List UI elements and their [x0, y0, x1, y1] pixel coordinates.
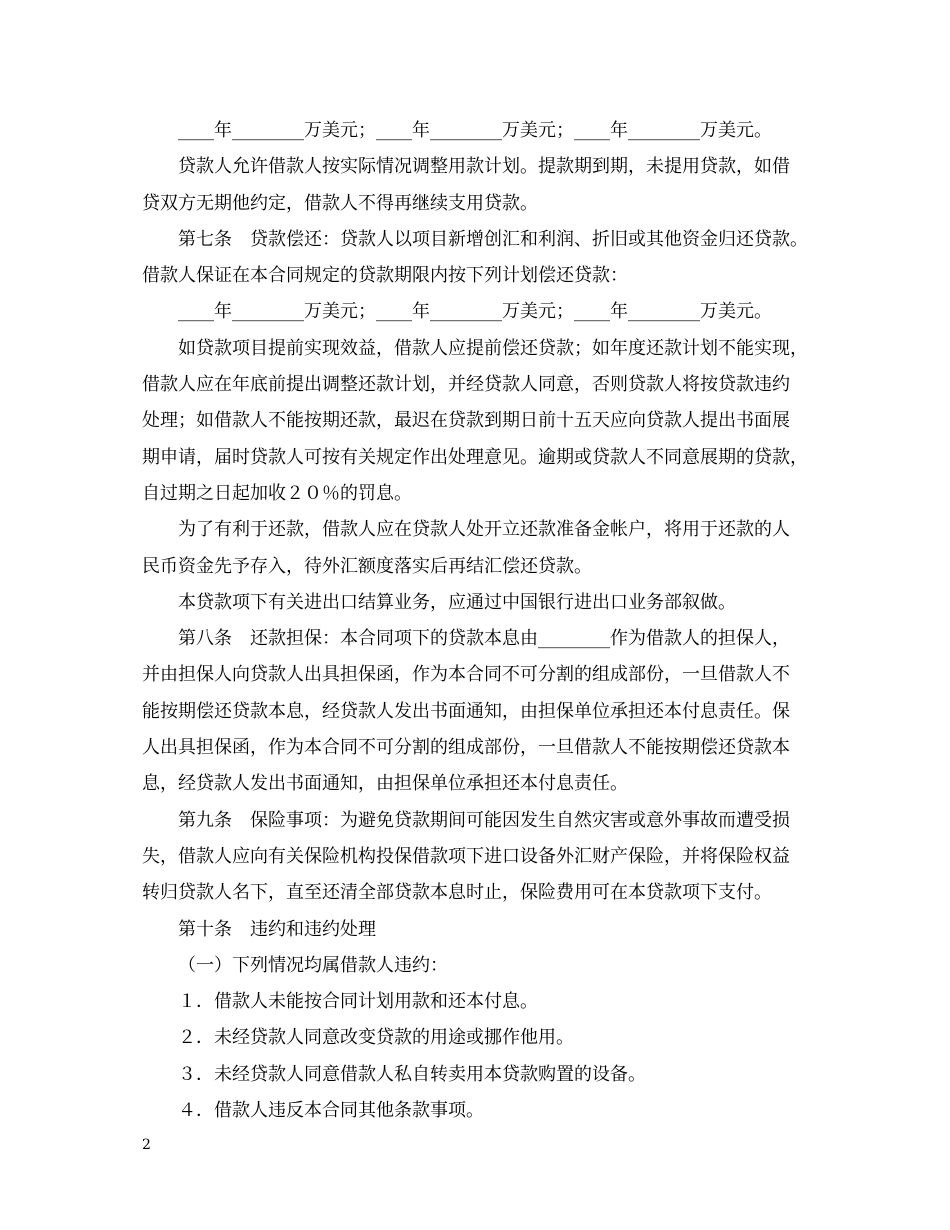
text-line: 期申请，届时贷款人可按有关规定作出处理意见。逾期或贷款人不同意展期的贷款， — [142, 446, 808, 468]
document-body — [142, 113, 814, 1129]
text-line: ____年________万美元；____年________万美元；____年________万美元。 — [178, 120, 772, 141]
page-number: 2 — [142, 1137, 151, 1153]
text-line: 第十条 违约和违约处理 — [178, 918, 376, 940]
text-line: （一）下列情况均属借款人违约： — [178, 954, 448, 976]
text-line: 为了有利于还款，借款人应在贷款人处开立还款准备金帐户，将用于还款的人 — [178, 519, 790, 541]
text-line: 第七条 贷款偿还：贷款人以项目新增创汇和利润、折旧或其他资金归还贷款。 — [178, 228, 808, 250]
text-line: 借款人应在年底前提出调整还款计划，并经贷款人同意，否则贷款人将按贷款违约 — [142, 374, 790, 396]
text-line: 转归贷款人名下，直至还清全部贷款本息时止，保险费用可在本贷款项下支付。 — [142, 882, 772, 904]
text-line: 息，经贷款人发出书面通知，由担保单位承担还本付息责任。 — [142, 773, 628, 795]
text-line: 贷款人允许借款人按实际情况调整用款计划。提款期到期，未提用贷款，如借 — [178, 156, 790, 178]
text-line: 人出具担保函，作为本合同不可分割的组成部份，一旦借款人不能按期偿还贷款本 — [142, 737, 790, 759]
text-line: ２．未经贷款人同意改变贷款的用途或挪作他用。 — [178, 1027, 574, 1049]
text-line: ４．借款人违反本合同其他条款事项。 — [178, 1100, 484, 1122]
text-line: 借款人保证在本合同规定的贷款期限内按下列计划偿还贷款： — [142, 265, 628, 287]
text-line: 本贷款项下有关进出口结算业务，应通过中国银行进出口业务部叙做。 — [178, 591, 736, 613]
text-line: １．借款人未能按合同计划用款和还本付息。 — [178, 991, 538, 1013]
text-line: ３．未经贷款人同意借款人私自转卖用本贷款购置的设备。 — [178, 1063, 646, 1085]
text-line: 能按期偿还贷款本息，经贷款人发出书面通知，由担保单位承担还本付息责任。保 — [142, 700, 790, 722]
text-line: ____年________万美元；____年________万美元；____年________万美元。 — [178, 301, 772, 323]
text-line: 自过期之日起加收２０％的罚息。 — [142, 482, 412, 504]
text-line: 并由担保人向贷款人出具担保函，作为本合同不可分割的组成部份，一旦借款人不 — [142, 664, 790, 686]
text-line: 失，借款人应向有关保险机构投保借款项下进口设备外汇财产保险，并将保险权益 — [142, 845, 790, 867]
text-line: 处理；如借款人不能按期还款，最迟在贷款到期日前十五天应向贷款人提出书面展 — [142, 410, 790, 432]
text-line: 如贷款项目提前实现效益，借款人应提前偿还贷款；如年度还款计划不能实现， — [178, 337, 808, 359]
text-line: 第八条 还款担保：本合同项下的贷款本息由________作为借款人的担保人， — [178, 628, 790, 650]
text-line: 贷双方无期他约定，借款人不得再继续支用贷款。 — [142, 192, 538, 214]
text-line: 第九条 保险事项：为避免贷款期间可能因发生自然灾害或意外事故而遭受损 — [178, 809, 790, 831]
text-line: 民币资金先予存入，待外汇额度落实后再结汇偿还贷款。 — [142, 555, 592, 577]
